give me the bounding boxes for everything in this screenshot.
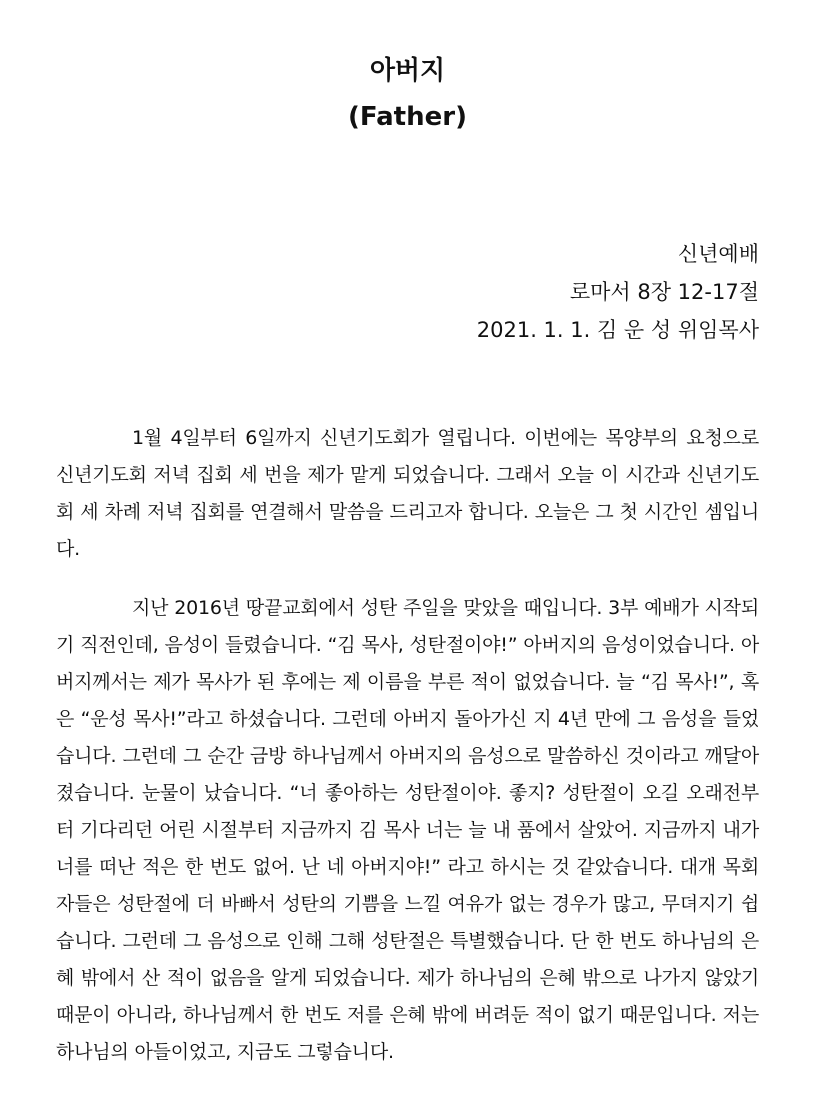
body-paragraph-1: 1월 4일부터 6일까지 신년기도회가 열립니다. 이번에는 목양부의 요청으로 신년기도회 저녁 집회 세 번을 제가 맡게 되었습니다. 그래서 오늘 이 시간과 신년기도회 세 차례 저녁 집회를 연결해서 말씀을 드리고자 합니다. 오늘은 그 첫 시간인 셈입니다.: [56, 427, 759, 560]
sermon-title: 아버지: [369, 56, 446, 86]
date-and-author: 2021. 1. 1. 김 운 성 위임목사: [476, 318, 759, 342]
sermon-title-english: (Father): [348, 102, 467, 132]
body-paragraph-2: 지난 2016년 땅끝교회에서 성탄 주일을 맞았을 때입니다. 3부 예배가 시작되기 직전인데, 음성이 들렸습니다. “김 목사, 성탄절이야!” 아버지의 음성이었습니다. 아버지께서는 제가 목사가 된 후에는 제 이름을 부른 적이 없었습니다. 늘 “김 목사!”, 혹은 “운성 목사!”라고 하셨습니다. 그런데 아버지 돌아가신 지 4년 만에 그 음성을 들었습니다. 그런데 그 순간 금방 하나님께서 아버지의 음성으로 말씀하신 것이라고 깨달아졌습니다. 눈물이 났습니다. “너 좋아하는 성탄절이야. 좋지? 성탄절이 오길 오래전부터 기다리던 어린 시절부터 지금까지 김 목사 너는 늘 내 품에서 살았어. 지금까지 내가 너를 떠난 적은 한 번도 없어. 난 네 아버지야!” 라고 하시는 것 같았습니다. 대개 목회자들은 성탄절에 더 바빠서 성탄의 기쁨을 느낄 여유가 없는 경우가 많고, 무뎌지기 쉽습니다. 그런데 그 음성으로 인해 그해 성탄절은 특별했습니다. 단 한 번도 하나님의 은혜 밖에서 산 적이 없음을 알게 되었습니다. 제가 하나님의 은혜 밖으로 나가지 않았기 때문이 아니라, 하나님께서 한 번도 저를 은혜 밖에 버려둔 적이 없기 때문입니다. 저는 하나님의 아들이었고, 지금도 그렇습니다.: [56, 597, 759, 1063]
scripture-reference: 로마서 8장 12-17절: [569, 280, 759, 304]
service-name: 신년예배: [677, 242, 759, 266]
